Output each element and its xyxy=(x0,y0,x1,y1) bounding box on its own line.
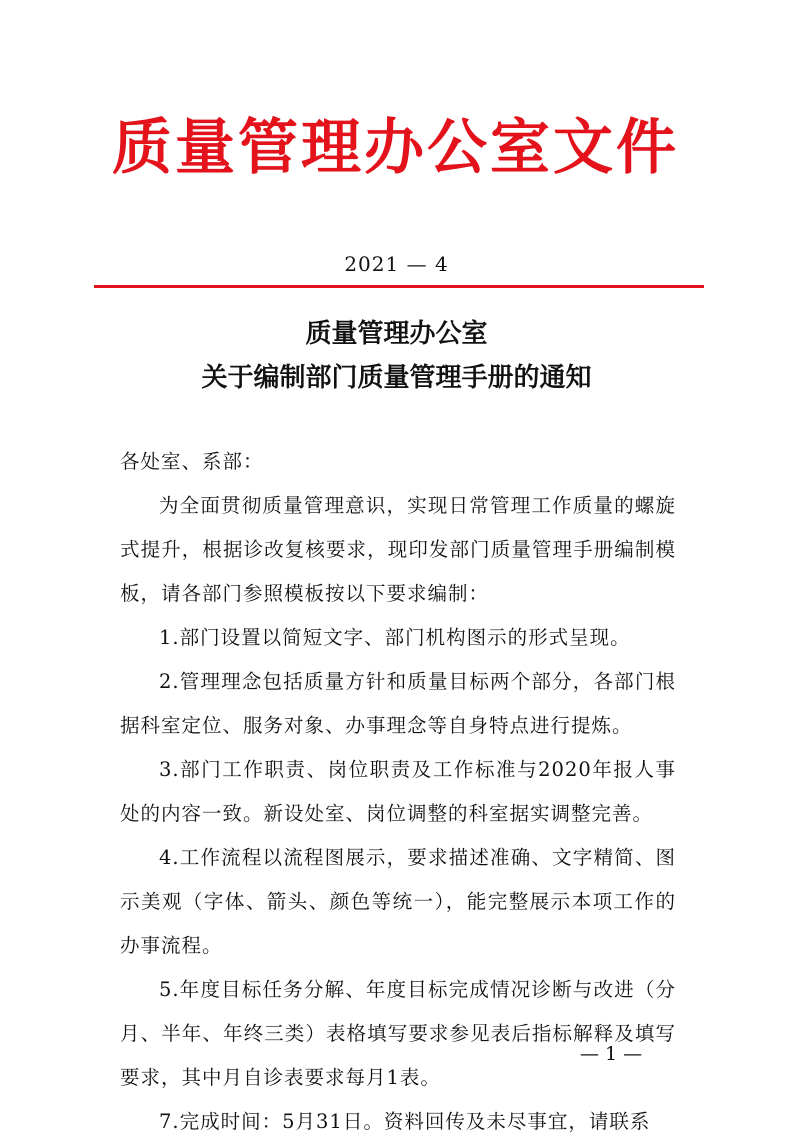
notice-body xyxy=(120,440,676,1144)
body-paragraph: 2.管理理念包括质量方针和质量目标两个部分，各部门根据科室定位、服务对象、办事理念等自身特点进行提炼。 xyxy=(120,670,676,737)
document-number: 2021 — 4 xyxy=(344,252,449,276)
notice-title-line-1: 质量管理办公室 xyxy=(305,319,488,349)
body-paragraph: 为全面贯彻质量管理意识，实现日常管理工作质量的螺旋式提升，根据诊改复核要求，现印发部门质量管理手册编制模板，请各部门参照模板按以下要求编制： xyxy=(120,494,676,605)
document-header-title: 质量管理办公室文件 xyxy=(112,113,679,183)
body-paragraph: 5.年度目标任务分解、年度目标完成情况诊断与改进（分月、半年、年终三类）表格填写要求参见表后指标解释及填写要求，其中月自诊表要求每月1表。 xyxy=(120,978,676,1089)
notice-title-line-2: 关于编制部门质量管理手册的通知 xyxy=(201,363,592,393)
red-divider-line xyxy=(94,285,704,288)
body-paragraph: 7.完成时间：5月31日。资料回传及未尽事宜，请联系 xyxy=(159,1110,651,1133)
body-paragraph: 1.部门设置以简短文字、部门机构图示的形式呈现。 xyxy=(159,626,631,649)
body-paragraph: 4.工作流程以流程图展示，要求描述准确、文字精简、图示美观（字体、箭头、颜色等统一），能完整展示本项工作的办事流程。 xyxy=(120,846,676,957)
body-paragraph: 3.部门工作职责、岗位职责及工作标准与2020年报人事处的内容一致。新设处室、岗位调整的科室据实调整完善。 xyxy=(120,758,676,825)
notice-title xyxy=(0,312,793,400)
page-number: — 1 — xyxy=(580,1043,643,1065)
addressee: 各处室、系部： xyxy=(120,450,264,473)
